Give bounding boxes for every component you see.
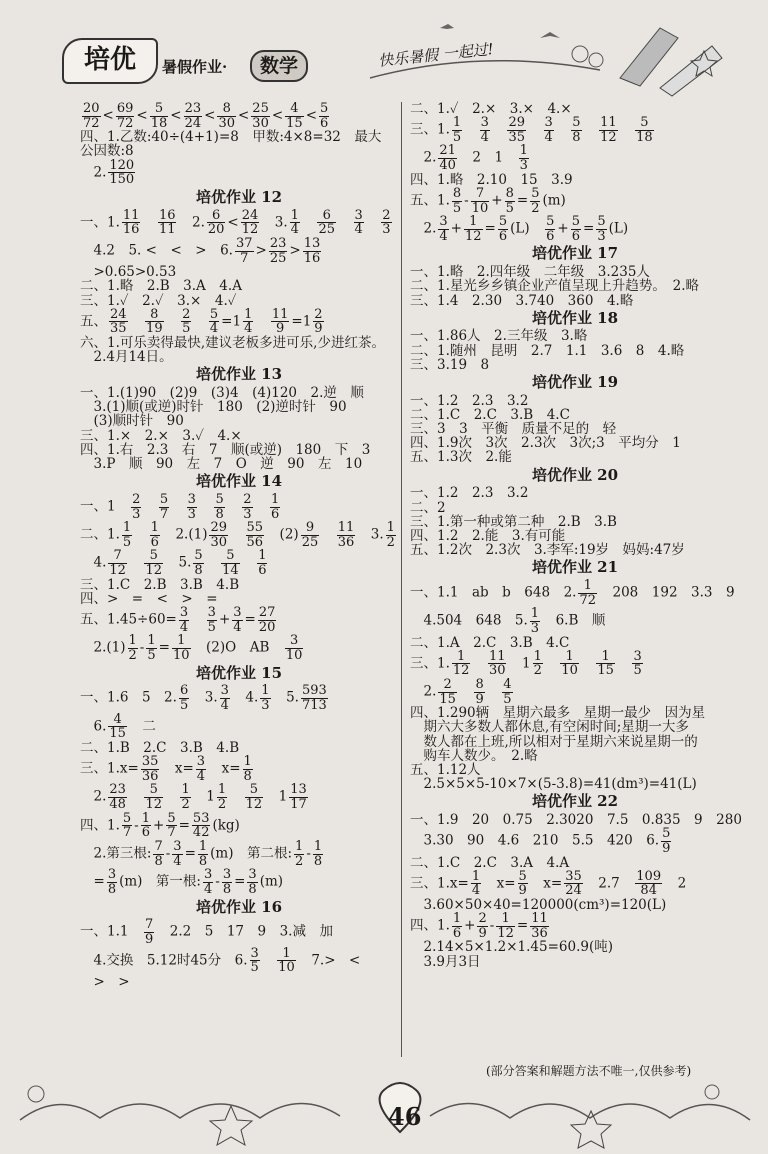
fraction: $\frac{3}{5}$ <box>633 648 642 679</box>
answer-line: 二、1.B 2.C 3.B 4.B <box>80 739 240 756</box>
fraction: $\frac{3}{8}$ <box>248 867 257 897</box>
answer-line: 三、1. $\frac{1}{5}$ $\frac{3}{4}$ $\frac{29}{35}$ $\frac{3}{4}$ $\frac{5}{8}$ $\frac{11}{12}$ $\frac{5}{18}$ <box>410 115 653 145</box>
fraction: $\frac{5}{4}$ <box>209 306 219 337</box>
fraction: $\frac{3}{10}$ <box>285 633 303 663</box>
fraction: $\frac{8}{30}$ <box>218 101 235 131</box>
fraction: $\frac{13}{17}$ <box>290 782 307 813</box>
fraction: $\frac{5}{7}$ <box>159 491 169 522</box>
fraction: $\frac{29}{35}$ <box>508 115 525 145</box>
answer-line: 2.(1) $\frac{1}{2}$ - $\frac{1}{5}$ = $\frac{1}{10}$ (2)O AB $\frac{3}{10}$ <box>80 633 303 663</box>
answer-line: 三、1.✓ 2.✓ 3.× 4.✓ <box>80 292 237 309</box>
fraction: $\frac{5}{9}$ <box>662 826 671 856</box>
answer-line: 3.60×50×40=120000(cm³)=120(L) <box>410 896 667 913</box>
answer-line: 2. $\frac{21}{40}$ 2 1 $\frac{1}{3}$ <box>410 143 528 174</box>
fraction: $\frac{11}{12}$ <box>600 115 617 145</box>
answer-line: 五、1.3次 2.能 <box>410 449 512 466</box>
fraction: $\frac{5}{18}$ <box>150 101 168 131</box>
fraction: $\frac{2}{5}$ <box>182 306 191 337</box>
fraction: $\frac{8}{5}$ <box>505 185 514 216</box>
answer-line: $\frac{20}{72}$ < $\frac{69}{72}$ < $\frac{5}{18}$ < $\frac{23}{24}$ < $\frac{8}{30}$ < $\frac{25}{30}$ < $\frac{4}{15}$ < $\frac{5}{6}$ <box>83 101 329 131</box>
fraction: $\frac{5}{7}$ <box>122 810 132 841</box>
fraction: $\frac{16}{11}$ <box>158 207 176 238</box>
fraction: $\frac{35}{24}$ <box>565 868 582 899</box>
answer-line: 二、1.星光乡乡镇企业产值呈现上升趋势。 2.略 <box>410 278 700 295</box>
section-title: 培优作业 15 <box>195 663 283 682</box>
fraction: $\frac{1}{6}$ <box>258 548 267 579</box>
fraction: $\frac{27}{20}$ <box>258 605 276 635</box>
answer-line: 一、1.(1)90 (2)9 (3)4 (4)120 2.逆 顺 <box>80 385 364 402</box>
answer-line: >0.65>0.53 <box>80 264 177 281</box>
fraction: $\frac{1}{12}$ <box>497 911 514 941</box>
fraction: $\frac{1}{6}$ <box>141 810 151 841</box>
fraction: $\frac{37}{7}$ <box>235 235 253 266</box>
fraction: $\frac{5}{6}$ <box>546 214 555 244</box>
answer-line: 四、1. $\frac{1}{6}$ + $\frac{2}{9}$ - $\frac{1}{12}$ = $\frac{11}{36}$ <box>410 911 548 941</box>
header-decoration-icon <box>360 8 760 100</box>
fraction: $\frac{1}{2}$ <box>386 520 395 550</box>
fraction: $\frac{6}{25}$ <box>318 207 335 238</box>
fraction: $\frac{1}{10}$ <box>278 945 295 976</box>
fraction: $\frac{3}{4}$ <box>196 754 206 784</box>
answer-line: 二、1.C 2.C 3.B 4.C <box>410 406 570 423</box>
fraction: $\frac{13}{16}$ <box>303 235 321 266</box>
fraction: $\frac{3}{4}$ <box>220 683 229 714</box>
fraction: $\frac{1}{8}$ <box>313 838 323 869</box>
fraction: $\frac{29}{30}$ <box>210 520 228 550</box>
fraction: $\frac{109}{84}$ <box>636 868 662 899</box>
answer-line: 三、1.× 2.× 3.✓ 4.× <box>80 427 242 444</box>
fraction: $\frac{5}{12}$ <box>145 782 162 813</box>
fraction: $\frac{3}{3}$ <box>187 491 196 522</box>
fraction: $\frac{3}{8}$ <box>222 867 232 897</box>
answer-line: 二、1.随州 昆明 2.7 1.1 3.6 8 4.略 <box>410 342 685 359</box>
answer-line: 五、1.12人 <box>410 761 481 778</box>
section-title: 培优作业 18 <box>531 308 619 327</box>
answer-line: 2. $\frac{23}{48}$ $\frac{5}{12}$ $\frac{1}{2}$ 1 $\frac{1}{2}$ $\frac{5}{12}$ 1 $\frac{13}{17}$ <box>80 782 307 813</box>
fraction: $\frac{5}{2}$ <box>531 185 540 216</box>
fraction: $\frac{9}{25}$ <box>301 520 319 550</box>
fraction: $\frac{23}{24}$ <box>184 101 202 131</box>
fraction: $\frac{5}{14}$ <box>222 548 239 579</box>
fraction: $\frac{120}{150}$ <box>109 157 135 188</box>
answer-line: 二、1.C 2.C 3.A 4.A <box>410 854 570 871</box>
answer-line: 五、1.45÷60= $\frac{3}{4}$ $\frac{3}{5}$ + $\frac{3}{4}$ = $\frac{27}{20}$ <box>80 605 276 635</box>
fraction: $\frac{24}{35}$ <box>110 306 127 337</box>
fraction: $\frac{1}{2}$ <box>533 648 542 679</box>
fraction: $\frac{1}{4}$ <box>290 207 299 238</box>
fraction: $\frac{8}{5}$ <box>452 185 462 216</box>
answer-line: 三、1.第一种或第二种 2.B 3.B <box>410 513 617 530</box>
answer-line: 4.2 5. < < > 6. $\frac{37}{7}$ > $\frac{23}{25}$ > $\frac{13}{16}$ <box>80 235 321 266</box>
fraction: $\frac{1}{15}$ <box>597 648 614 679</box>
fraction: $\frac{24}{12}$ <box>241 207 259 238</box>
fraction: $\frac{3}{4}$ <box>480 115 489 145</box>
answer-line: 一、1 $\frac{2}{3}$ $\frac{5}{7}$ $\frac{3}{3}$ $\frac{5}{8}$ $\frac{2}{3}$ $\frac{1}{6}$ <box>80 491 280 522</box>
fraction: $\frac{5}{3}$ <box>597 214 606 244</box>
fraction: $\frac{1}{2}$ <box>217 782 227 813</box>
fraction: $\frac{1}{4}$ <box>244 306 253 337</box>
answer-line: 四、1.右 2.3 右 7 顺(或逆) 180 下 3 <box>80 441 371 458</box>
answer-line: 一、1.1 ab b 648 2. $\frac{1}{72}$ 208 192 3.3 9 <box>410 577 735 608</box>
fraction: $\frac{5}{12}$ <box>145 548 162 579</box>
fraction: $\frac{55}{56}$ <box>246 520 264 550</box>
fraction: $\frac{5}{8}$ <box>572 115 581 145</box>
series-title: 暑假作业· <box>162 58 228 76</box>
fraction: $\frac{5}{7}$ <box>167 810 176 841</box>
section-title: 培优作业 16 <box>195 897 283 916</box>
answer-line: 五、1.2次 2.3次 3.李军:19岁 妈妈:47岁 <box>410 542 685 559</box>
fraction: $\frac{7}{8}$ <box>154 838 163 869</box>
answer-line: 三、3 3 平衡 质量不足的 轻 <box>410 421 617 438</box>
fraction: $\frac{69}{72}$ <box>116 101 134 131</box>
fraction: $\frac{3}{4}$ <box>439 214 448 244</box>
answer-line: 四、1.乙数:40÷(4+1)=8 甲数:4×8=32 最大 <box>80 129 382 146</box>
answer-line: 三、1.C 2.B 3.B 4.B <box>80 576 240 593</box>
answer-line: 2.14×5×1.2×1.45=60.9(吨) <box>410 939 614 956</box>
answer-line: 四、1. $\frac{5}{7}$ - $\frac{1}{6}$ + $\frac{5}{7}$ = $\frac{53}{42}$ (kg) <box>80 810 240 841</box>
fraction: $\frac{3}{5}$ <box>250 945 259 976</box>
fraction: $\frac{1}{10}$ <box>172 633 190 663</box>
answer-line: 一、1.1 $\frac{7}{9}$ 2.2 5 17 9 3.减 加 <box>80 917 333 947</box>
answer-line: 三、3.19 8 <box>410 356 490 373</box>
fraction: $\frac{3}{4}$ <box>173 838 182 869</box>
answer-line: 2.第三根: $\frac{7}{8}$ - $\frac{3}{4}$ = $\frac{1}{8}$ (m) 第二根: $\frac{1}{2}$ - $\frac{1}{8}$ <box>80 838 323 869</box>
answer-line: 二、2 <box>410 499 446 516</box>
fraction: $\frac{23}{48}$ <box>109 782 126 813</box>
fraction: $\frac{7}{10}$ <box>471 185 489 216</box>
fraction: $\frac{2}{9}$ <box>314 306 323 337</box>
left-answer-column <box>80 102 398 989</box>
answer-line: 二、1.✓ 2.× 3.× 4.× <box>410 101 572 117</box>
fraction: $\frac{6}{20}$ <box>207 207 225 238</box>
section-title: 培优作业 12 <box>195 187 283 206</box>
subject-badge: 数学 <box>250 50 308 82</box>
answer-line: 三、1.4 2.30 3.740 360 4.略 <box>410 292 634 309</box>
answer-line: > > <box>80 973 130 990</box>
fraction: $\frac{5}{18}$ <box>636 115 653 145</box>
fraction: $\frac{3}{8}$ <box>107 867 117 897</box>
fraction: $\frac{2}{3}$ <box>382 207 391 238</box>
answer-line: 四、1.9次 3次 2.3次 3次;3 平均分 1 <box>410 435 681 452</box>
fraction: $\frac{1}{8}$ <box>243 754 252 784</box>
answer-line: 3.30 90 4.6 210 5.5 420 6. $\frac{5}{9}$ <box>410 826 671 856</box>
answer-line: 2. $\frac{3}{4}$ + $\frac{1}{12}$ = $\frac{5}{6}$ (L) $\frac{5}{6}$ + $\frac{5}{6}$ = $\frac{5}{3}$ (L) <box>410 214 629 244</box>
fraction: $\frac{4}{15}$ <box>109 711 126 742</box>
section-title: 培优作业 19 <box>531 373 619 391</box>
fraction: $\frac{1}{6}$ <box>271 491 280 522</box>
answer-line: 2. $\frac{2}{15}$ $\frac{8}{9}$ $\frac{4}{5}$ <box>410 676 512 707</box>
answer-line: 购车人数少。 2.略 <box>410 747 538 764</box>
fraction: $\frac{1}{2}$ <box>128 633 137 663</box>
fraction: $\frac{3}{4}$ <box>354 207 363 238</box>
fraction: $\frac{1}{3}$ <box>519 143 528 174</box>
answer-line: 2.4月14日。 <box>80 349 173 366</box>
fraction: $\frac{3}{4}$ <box>179 605 189 635</box>
fraction: $\frac{25}{30}$ <box>252 101 269 131</box>
fraction: $\frac{5}{6}$ <box>498 214 508 244</box>
section-title: 培优作业 17 <box>531 244 619 263</box>
fraction: $\frac{5}{12}$ <box>245 782 263 813</box>
answer-line: 4. $\frac{7}{12}$ $\frac{5}{12}$ 5. $\frac{5}{8}$ $\frac{5}{14}$ $\frac{1}{6}$ <box>80 548 267 579</box>
answer-line: 2. $\frac{120}{150}$ <box>80 157 135 188</box>
answer-line: 一、1.2 2.3 3.2 <box>410 485 529 502</box>
brand-logo: 培优 <box>62 38 158 84</box>
answer-line: 3.9月3日 <box>410 953 481 970</box>
answer-line: 六、1.可乐卖得最快,建议老板多进可乐,少进红茶。 <box>80 335 385 352</box>
footer-note: (部分答案和解题方法不唯一,仅供参考) <box>486 1064 692 1078</box>
answer-line: 6. $\frac{4}{15}$ 二 <box>80 711 156 742</box>
answer-line: 二、1.A 2.C 3.B 4.C <box>410 634 570 651</box>
section-title: 培优作业 22 <box>531 792 619 811</box>
fraction: $\frac{5}{6}$ <box>320 101 329 131</box>
page-header <box>0 0 768 100</box>
fraction: $\frac{1}{2}$ <box>295 838 304 869</box>
answer-line: 2.5×5×5-10×7×(5-3.8)=41(dm³)=41(L) <box>410 776 697 793</box>
answer-line: 一、1.86人 2.三年级 3.略 <box>410 328 588 345</box>
fraction: $\frac{2}{3}$ <box>243 491 252 522</box>
answer-line: 五、1. $\frac{8}{5}$ - $\frac{7}{10}$ + $\frac{8}{5}$ = $\frac{5}{2}$ (m) <box>410 185 566 216</box>
fraction: $\frac{5}{9}$ <box>518 868 527 899</box>
answer-line: = $\frac{3}{8}$ (m) 第一根: $\frac{3}{4}$ - $\frac{3}{8}$ = $\frac{3}{8}$ (m) <box>80 867 284 897</box>
answer-line: 一、1.2 2.3 3.2 <box>410 392 529 409</box>
fraction: $\frac{4}{15}$ <box>286 101 303 131</box>
fraction: $\frac{1}{4}$ <box>471 868 481 899</box>
answer-line: 3.(1)顺(或逆)时针 180 (2)逆时针 90 <box>80 399 347 416</box>
fraction: $\frac{1}{3}$ <box>530 606 540 636</box>
fraction: $\frac{8}{19}$ <box>146 306 163 337</box>
fraction: $\frac{6}{5}$ <box>179 683 189 714</box>
answer-line: 四、> = < > = <box>80 590 218 607</box>
fraction: $\frac{35}{36}$ <box>141 754 159 784</box>
fraction: $\frac{1}{5}$ <box>147 633 156 663</box>
fraction: $\frac{3}{4}$ <box>544 115 553 145</box>
fraction: $\frac{1}{10}$ <box>561 648 578 679</box>
answer-line: 一、1. $\frac{11}{16}$ $\frac{16}{11}$ 2. $\frac{6}{20}$ < $\frac{24}{12}$ 3. $\frac{1}{4}$ $\frac{6}{25}$ $\frac{3}{4}$ $\frac{2}{3}$ <box>80 207 391 238</box>
fraction: $\frac{1}{3}$ <box>261 683 270 714</box>
fraction: $\frac{20}{72}$ <box>83 101 100 131</box>
fraction: $\frac{7}{9}$ <box>144 917 154 947</box>
answer-line: 五、 $\frac{24}{35}$ $\frac{8}{19}$ $\frac{2}{5}$ $\frac{5}{4}$ =1 $\frac{1}{4}$ $\frac{11}{9}$ =1 $\frac{2}{9}$ <box>80 306 323 337</box>
answer-line: 公因数:8 <box>80 143 134 160</box>
fraction: $\frac{1}{12}$ <box>452 648 470 679</box>
fraction: $\frac{2}{15}$ <box>439 676 456 707</box>
section-title: 培优作业 13 <box>195 365 283 384</box>
fraction: $\frac{23}{25}$ <box>269 235 287 266</box>
fraction: $\frac{53}{42}$ <box>192 810 210 841</box>
section-title: 培优作业 14 <box>195 472 283 491</box>
page-number: 46 <box>388 1102 422 1131</box>
fraction: $\frac{1}{6}$ <box>150 520 159 550</box>
answer-line: 三、1. $\frac{1}{12}$ $\frac{11}{30}$ 1 $\frac{1}{2}$ $\frac{1}{10}$ $\frac{1}{15}$ $\frac{3}{5}$ <box>410 648 642 679</box>
answer-line: 二、1. $\frac{1}{5}$ $\frac{1}{6}$ 2.(1) $\frac{29}{30}$ $\frac{55}{56}$ (2) $\frac{9}{25}$ $\frac{11}{36}$ 3. $\frac{1}{2}$ <box>80 520 395 550</box>
answer-line: 3.P 顺 90 左 7 O 逆 90 左 10 <box>80 455 363 472</box>
fraction: $\frac{1}{2}$ <box>181 782 190 813</box>
answer-line: 一、1.略 2.四年级 二年级 3.235人 <box>410 264 650 281</box>
fraction: $\frac{8}{9}$ <box>475 676 484 707</box>
fraction: $\frac{21}{40}$ <box>439 143 456 174</box>
answer-line: 四、1.290辆 星期六最多 星期一最少 因为星 <box>410 705 706 722</box>
section-title: 培优作业 21 <box>531 558 619 577</box>
fraction: $\frac{11}{36}$ <box>337 520 355 550</box>
answer-line: 一、1.9 20 0.75 2.3020 7.5 0.835 9 280 <box>410 812 742 829</box>
footer-decoration-icon <box>0 1080 768 1154</box>
fraction: $\frac{11}{9}$ <box>271 306 289 337</box>
fraction: $\frac{3}{4}$ <box>203 867 213 897</box>
fraction: $\frac{4}{5}$ <box>503 676 512 707</box>
answer-line: 二、1.略 2.B 3.A 4.A <box>80 278 242 295</box>
fraction: $\frac{5}{8}$ <box>215 491 224 522</box>
fraction: $\frac{11}{36}$ <box>531 911 548 941</box>
answer-line: 三、1.x= $\frac{1}{4}$ x= $\frac{5}{9}$ x= $\frac{35}{24}$ 2.7 $\frac{109}{84}$ 2 <box>410 868 687 899</box>
right-answer-column <box>410 102 740 969</box>
answer-line: 4.504 648 5. $\frac{1}{3}$ 6.B 顺 <box>410 606 606 636</box>
fraction: $\frac{3}{4}$ <box>233 605 242 635</box>
fraction: $\frac{11}{16}$ <box>122 207 140 238</box>
fraction: $\frac{1}{6}$ <box>452 911 462 941</box>
answer-line: 三、1.x= $\frac{35}{36}$ x= $\frac{3}{4}$ x= $\frac{1}{8}$ <box>80 754 252 784</box>
fraction: $\frac{1}{8}$ <box>198 838 208 869</box>
fraction: $\frac{1}{5}$ <box>122 520 132 550</box>
answer-line: 4.交换 5.12时45分 6. $\frac{3}{5}$ $\frac{1}{10}$ 7.> < <box>80 945 361 976</box>
fraction: $\frac{11}{30}$ <box>488 648 506 679</box>
fraction: $\frac{3}{5}$ <box>207 605 216 635</box>
fraction: $\frac{1}{72}$ <box>579 577 596 608</box>
fraction: $\frac{1}{5}$ <box>452 115 462 145</box>
answer-line: 四、1.略 2.10 15 3.9 <box>410 171 573 188</box>
fraction: $\frac{593}{713}$ <box>301 683 327 714</box>
answer-line: 期六大多数人都休息,有空闲时间;星期一大多 <box>410 719 689 736</box>
answer-line: 数人都在上班,所以相对于星期六来说星期一的 <box>410 733 698 750</box>
section-title: 培优作业 20 <box>531 465 619 484</box>
answer-line: (3)顺时针 90 <box>80 413 184 430</box>
fraction: $\frac{2}{9}$ <box>478 911 487 941</box>
fraction: $\frac{5}{8}$ <box>194 548 203 579</box>
fraction: $\frac{1}{12}$ <box>464 214 482 244</box>
header-slogan: 快乐暑假 一起过! <box>377 39 495 70</box>
fraction: $\frac{5}{6}$ <box>571 214 580 244</box>
answer-line: 四、1.2 2.能 3.有可能 <box>410 527 566 544</box>
fraction: $\frac{2}{3}$ <box>132 491 141 522</box>
answer-line: 一、1.6 5 2. $\frac{6}{5}$ 3. $\frac{3}{4}$ 4. $\frac{1}{3}$ 5. $\frac{593}{713}$ <box>80 683 327 714</box>
column-divider <box>401 102 402 1057</box>
fraction: $\frac{7}{12}$ <box>109 548 126 579</box>
